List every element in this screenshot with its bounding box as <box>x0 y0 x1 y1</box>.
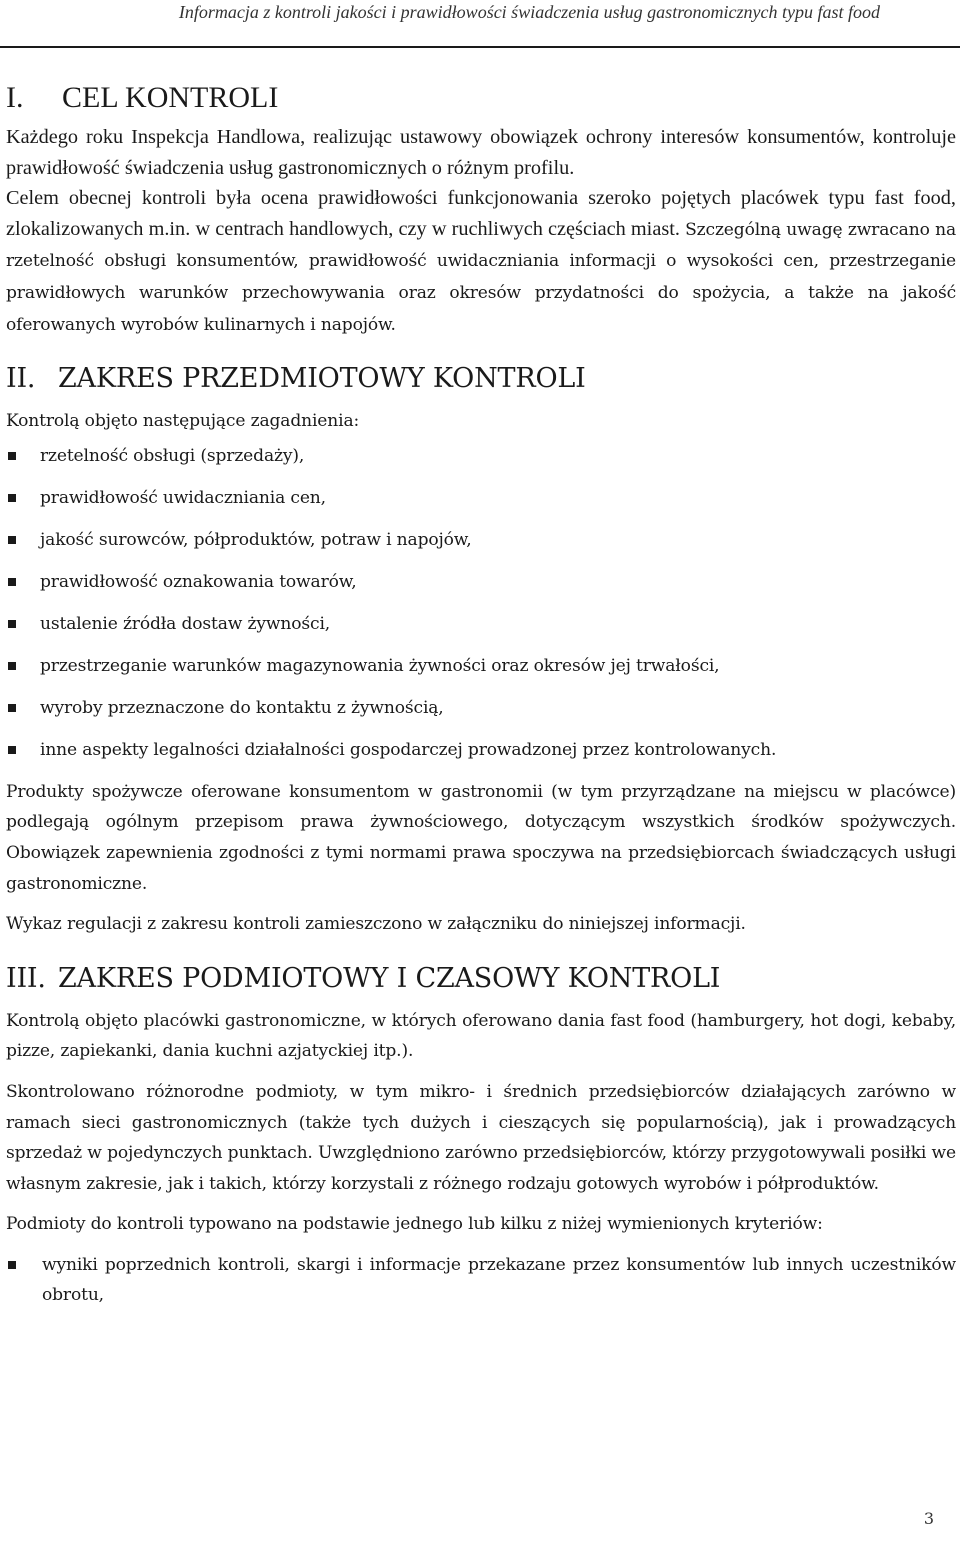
running-header-title: Informacja z kontroli jakości i prawidłowości świadczenia usług gastronomicznych typu fast food <box>178 2 880 22</box>
bullet-square-icon <box>8 746 16 754</box>
section-2-paragraph-1: Produkty spożywcze oferowane konsumentom w gastronomii (w tym przyrządzane na miejscu w placówce) podlegają ogólnym przepisom prawa żywnościowego, dotyczącym wszystkich środków spożywczych. Obowiązek zapewnienia zgodności z tymi normami prawa spoczywa na przedsiębiorcach świadczących usługi gastronomiczne. <box>6 781 956 894</box>
bullet-square-icon <box>8 578 16 586</box>
section-2-title: ZAKRES PRZEDMIOTOWY KONTROLI <box>58 363 586 395</box>
section-2-bullet-list <box>6 441 956 777</box>
section-1-paragraph-2 <box>6 183 956 340</box>
bullet-square-icon <box>8 536 16 544</box>
section-3-paragraph-3: Podmioty do kontroli typowano na podstawie jednego lub kilku z niżej wymienionych kryteriów: <box>6 1214 823 1235</box>
section-1-paragraph-1: Każdego roku Inspekcja Handlowa, realizując ustawowy obowiązek ochrony interesów konsumentów, kontroluje prawidłowość świadczenia usług gastronomicznych o różnym profilu. <box>6 126 956 179</box>
bullet-square-icon <box>8 494 16 502</box>
page-content <box>6 80 956 1310</box>
section-3-criteria-list <box>6 1250 956 1310</box>
section-2-number: II. <box>6 363 36 395</box>
section-1-heading <box>6 80 956 116</box>
bullet-square-icon <box>8 704 16 712</box>
bullet-square-icon <box>8 452 16 460</box>
section-2-intro: Kontrolą objęto następujące zagadnienia: <box>6 411 360 432</box>
page-number: 3 <box>923 1509 934 1528</box>
list-item: inne aspekty legalności działalności gospodarczej prowadzonej przez kontrolowanych. <box>6 735 956 777</box>
list-item: wyroby przeznaczone do kontaktu z żywnością, <box>6 693 956 735</box>
list-item: rzetelność obsługi (sprzedaży), <box>6 441 956 483</box>
bullet-square-icon <box>8 662 16 670</box>
section-3-paragraph-2: Skontrolowano różnorodne podmioty, w tym mikro- i średnich przedsiębiorców działających zarówno w ramach sieci gastronomicznych (także tych dużych i cieszących się popularnością), jak i prowadzących sprzedaż w pojedynczych punktach. Uwzględniono zarówno przedsiębiorców, którzy przygotowywali posiłki we własnym zakresie, jak i takich, którzy korzystali z różnego rodzaju gotowych wyrobów i półproduktów. <box>6 1081 956 1194</box>
list-item: prawidłowość uwidaczniania cen, <box>6 483 956 525</box>
section-1-title: CEL KONTROLI <box>62 81 279 114</box>
section-3-paragraph-1: Kontrolą objęto placówki gastronomiczne, w których oferowano dania fast food (hamburgery, hot dogi, kebaby, pizze, zapiekanki, dania kuchni azjatyckiej itp.). <box>6 1010 956 1062</box>
bullet-square-icon <box>8 620 16 628</box>
running-header <box>0 0 960 48</box>
section-3-heading <box>6 962 956 996</box>
section-3-title: ZAKRES PODMIOTOWY I CZASOWY KONTROLI <box>58 962 721 994</box>
section-1-paragraph-2-lead: Celem obecnej kontroli była ocena prawidłowości funkcjonowania szeroko pojętych placówek typu fast food, zlokalizowanych m.in. w centrach handlowych, czy w ruchliwych częściach miast. <box>6 187 956 240</box>
list-item: przestrzeganie warunków magazynowania żywności oraz okresów jej trwałości, <box>6 651 956 693</box>
section-3-number: III. <box>6 962 46 994</box>
bullet-square-icon <box>8 1261 16 1269</box>
section-2-heading <box>6 362 956 396</box>
section-2-paragraph-2: Wykaz regulacji z zakresu kontroli zamieszczono w załączniku do niniejszej informacji. <box>6 914 746 935</box>
list-item: ustalenie źródła dostaw żywności, <box>6 609 956 651</box>
list-item: wyniki poprzednich kontroli, skargi i informacje przekazane przez konsumentów lub innych uczestników obrotu, <box>6 1250 956 1310</box>
list-item: jakość surowców, półproduktów, potraw i napojów, <box>6 525 956 567</box>
section-1-number: I. <box>6 81 24 114</box>
section-1-paragraph-2-cont: Szczególną uwagę zwracano na rzetelność obsługi konsumentów, prawidłowość uwidaczniania informacji o wysokości cen, przestrzeganie prawidłowych warunków przechowywania oraz okresów przydatności do spożycia, a także na jakość oferowanych wyrobów kulinarnych i napojów. <box>6 219 956 335</box>
list-item: prawidłowość oznakowania towarów, <box>6 567 956 609</box>
